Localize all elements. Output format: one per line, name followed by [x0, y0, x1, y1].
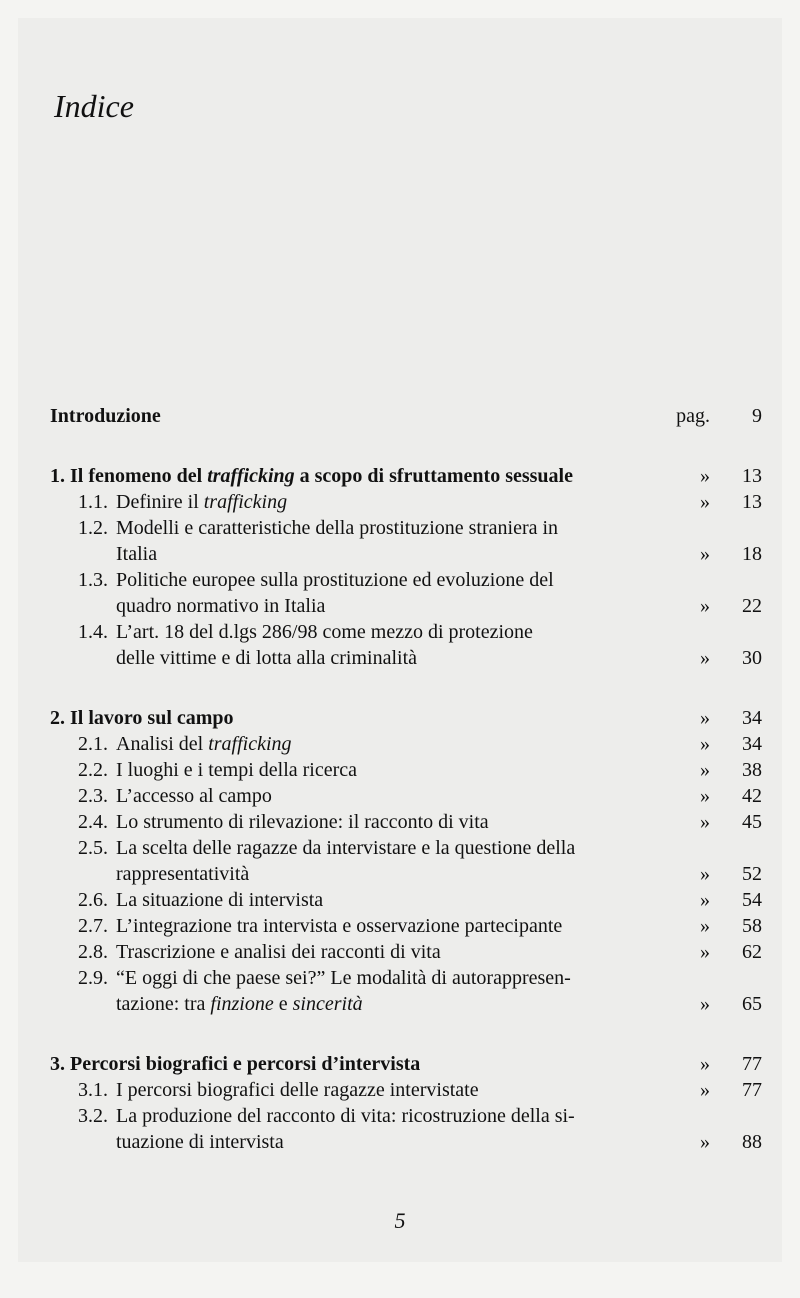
- page-marker: »: [700, 863, 710, 885]
- page-title: Indice: [54, 88, 134, 124]
- page-marker: »: [700, 889, 710, 911]
- page-marker: »: [700, 941, 710, 963]
- toc-entry-1-3[interactable]: 1.3. Politiche europee sulla prostituzione ed evoluzione del quadro normativo in Italia » 22: [78, 569, 762, 617]
- page-number: 34: [742, 707, 762, 729]
- toc-entry-introduzione[interactable]: [50, 403, 762, 429]
- page-number: 38: [742, 759, 762, 781]
- page-marker: »: [700, 785, 710, 807]
- chapter-title: 2. Il lavoro sul campo: [50, 707, 234, 729]
- page-number: 30: [742, 647, 762, 669]
- toc-entry-1-2[interactable]: 1.2. Modelli e caratteristiche della prostituzione straniera in Italia » 18: [78, 517, 762, 565]
- page-number: 58: [742, 915, 762, 937]
- chapter-title: 1. Il fenomeno del trafficking a scopo di sfruttamento sessuale: [50, 465, 573, 487]
- page-marker: »: [700, 465, 710, 487]
- toc-entry-2-2[interactable]: 2.2. I luoghi e i tempi della ricerca » 38: [78, 759, 762, 781]
- page-number: 54: [742, 889, 762, 911]
- toc-entry-2-8[interactable]: 2.8. Trascrizione e analisi dei racconti di vita » 62: [78, 941, 762, 963]
- toc-entry-2-6[interactable]: 2.6. La situazione di intervista » 54: [78, 889, 762, 911]
- page-number: 18: [742, 543, 762, 565]
- page-marker: »: [700, 1053, 710, 1075]
- toc-entry-2-3[interactable]: 2.3. L’accesso al campo » 42: [78, 785, 762, 807]
- page-marker: »: [700, 543, 710, 565]
- page-marker: »: [700, 1079, 710, 1101]
- book-page: [18, 18, 782, 1262]
- page-number: 13: [742, 491, 762, 513]
- page-number: 88: [742, 1131, 762, 1153]
- page-number: 42: [742, 785, 762, 807]
- page-number: 62: [742, 941, 762, 963]
- toc-chapter-2[interactable]: [50, 705, 762, 731]
- toc-entry-2-7[interactable]: 2.7. L’integrazione tra intervista e osservazione partecipante » 58: [78, 915, 762, 937]
- table-of-contents: [50, 403, 762, 1155]
- toc-chapter-3[interactable]: [50, 1051, 762, 1077]
- page-folio-number: 5: [394, 1208, 406, 1233]
- page-marker: »: [700, 733, 710, 755]
- toc-entry-title: Introduzione: [50, 405, 161, 427]
- page-number: 52: [742, 863, 762, 885]
- page-marker: »: [700, 647, 710, 669]
- toc-entry-2-1[interactable]: 2.1. Analisi del trafficking » 34: [78, 733, 762, 755]
- toc-entry-3-1[interactable]: 3.1. I percorsi biografici delle ragazze intervistate » 77: [78, 1079, 762, 1101]
- page-marker: »: [700, 915, 710, 937]
- page-number: 34: [742, 733, 762, 755]
- page-number: 77: [742, 1079, 762, 1101]
- page-marker: »: [700, 1131, 710, 1153]
- page-marker: »: [700, 707, 710, 729]
- toc-entry-1-1[interactable]: 1.1. Definire il trafficking » 13: [78, 491, 762, 513]
- page-number: 9: [752, 405, 762, 427]
- page-number: 65: [742, 993, 762, 1015]
- toc-entry-2-9[interactable]: 2.9. “E oggi di che paese sei?” Le modalità di autorappresen- tazione: tra finzione e sincerità » 65: [78, 967, 762, 1015]
- chapter-title: 3. Percorsi biografici e percorsi d’intervista: [50, 1053, 421, 1075]
- page-number: 13: [742, 465, 762, 487]
- page-marker: »: [700, 811, 710, 833]
- toc-entry-3-2[interactable]: 3.2. La produzione del racconto di vita: ricostruzione della si- tuazione di intervista » 88: [78, 1105, 762, 1153]
- toc-chapter-1[interactable]: [50, 463, 762, 489]
- page-marker: »: [700, 759, 710, 781]
- page-number: 22: [742, 595, 762, 617]
- toc-entry-2-5[interactable]: 2.5. La scelta delle ragazze da intervistare e la questione della rappresentatività » 52: [78, 837, 762, 885]
- toc-entry-1-4[interactable]: 1.4. L’art. 18 del d.lgs 286/98 come mezzo di protezione delle vittime e di lotta alla criminalità » 30: [78, 621, 762, 669]
- page-marker: »: [700, 595, 710, 617]
- page-number: 77: [742, 1053, 762, 1075]
- page-marker: pag.: [676, 405, 710, 427]
- page-number: 45: [742, 811, 762, 833]
- toc-entry-2-4[interactable]: 2.4. Lo strumento di rilevazione: il racconto di vita » 45: [78, 811, 762, 833]
- page-marker: »: [700, 491, 710, 513]
- page-marker: »: [700, 993, 710, 1015]
